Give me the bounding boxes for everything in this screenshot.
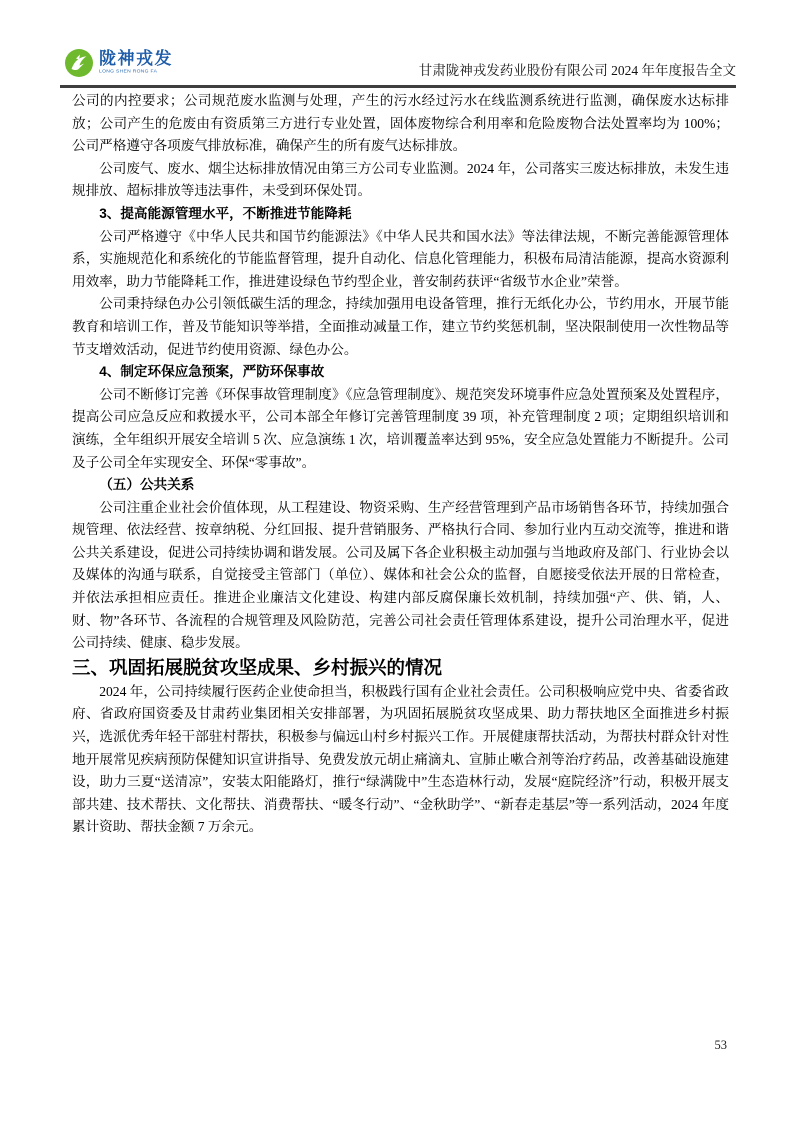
paragraph: 公司的内控要求；公司规范废水监测与处理，产生的污水经过污水在线监测系统进行监测，确保废水达标排放；公司产生的危废由有资质第三方进行专业处置，固体废物综合利用率和危险废物合法处置率均为 100%；公司严格遵守各项废气排放标准，确保产生的所有废气达标排放。 xyxy=(72,93,729,154)
sub-heading: 4、制定环保应急预案，严防环保事故 xyxy=(99,364,325,380)
section-heading: 三、巩固拓展脱贫攻坚成果、乡村振兴的情况 xyxy=(72,656,443,678)
company-logo xyxy=(64,48,193,78)
page-number: 53 xyxy=(714,1038,727,1052)
logo-name-en: LONG SHEN RONG FA xyxy=(99,68,158,74)
paragraph: 公司严格遵守《中华人民共和国节约能源法》《中华人民共和国水法》等法律法规，不断完善能源管理体系，实施规范化和系统化的节能监督管理，提升自动化、信息化管理能力，积极布局清洁能源，提高水资源利用效率，助力节能降耗工作，推进建设绿色节约型企业，普安制药获评“省级节水企业”荣誉。 xyxy=(72,228,729,289)
paragraph: 公司秉持绿色办公引领低碳生活的理念，持续加强用电设备管理，推行无纸化办公，节约用水，开展节能教育和培训工作，普及节能知识等举措，全面推动减量工作，建立节约奖惩机制，坚决限制使用一次性物品等节支增效活动，促进节约使用资源、绿色办公。 xyxy=(72,296,729,357)
logo-icon xyxy=(64,48,94,78)
paragraph: 公司不断修订完善《环保事故管理制度》《应急管理制度》、规范突发环境事件应急处置预案及处置程序，提高公司应急反应和救援水平，公司本部全年修订完善管理制度 39 项，补充管理制度 2 项；定期组织培训和演练，全年组织开展安全培训 5 次、应急演练 1 次，培训覆盖率达到 95%，安全应急处置能力不断提升。公司及子公司全年实现安全、环保“零事故”。 xyxy=(72,386,730,470)
page-header xyxy=(60,46,736,86)
report-title: 甘肃陇神戎发药业股份有限公司 2024 年年度报告全文 xyxy=(418,63,736,78)
logo-text xyxy=(99,49,193,77)
paragraph: 公司注重企业社会价值体现，从工程建设、物资采购、生产经营管理到产品市场销售各环节，持续加强合规管理、依法经营、按章纳税、分红回报、提升营销服务、严格执行合同、参加行业内互动交流等，推进和谐公共关系建设，促进公司持续协调和谐发展。公司及属下各企业积极主动加强与当地政府及部门、行业协会以及媒体的沟通与联系，自觉接受主管部门（单位）、媒体和社会公众的监督，自愿接受依法开展的日常检查，并依法承担相应责任。推进企业廉洁文化建设、构建内部反腐保廉长效机制，持续加强“产、供、销，人、财、物”各环节、各流程的合规管理及风险防范，完善公司社会责任管理体系建设，提升公司治理水平，促进公司持续、健康、稳步发展。 xyxy=(72,499,729,651)
paragraph: 2024 年，公司持续履行医药企业使命担当，积极践行国有企业社会责任。公司积极响应党中央、省委省政府、省政府国资委及甘肃药业集团相关安排部署，为巩固拓展脱贫攻坚成果、助力帮扶地区全面推进乡村振兴，选派优秀年轻干部驻村帮扶，积极参与偏远山村乡村振兴工作。开展健康帮扶活动，为帮扶村群众针对性地开展常见疾病预防保健知识宣讲指导、免费发放元胡止痛滴丸、宣肺止嗽合剂等治疗药品，改善基础设施建设，助力三夏“送清凉”，安装太阳能路灯，推行“绿满陇中”生态造林行动，发展“庭院经济”行动，积极开展支部共建、技术帮扶、文化帮扶、消费帮扶、“暖冬行动”、“金秋助学”、“新春走基层”等一系列活动，2024 年度累计资助、帮扶金额 7 万余元。 xyxy=(72,683,729,835)
document-content xyxy=(72,90,729,839)
sub-heading: 3、提高能源管理水平，不断推进节能降耗 xyxy=(99,205,352,221)
header-divider xyxy=(60,85,736,88)
paragraph: 公司废气、废水、烟尘达标排放情况由第三方公司专业监测。2024 年，公司落实三废达标排放，未发生违规排放、超标排放等违法事件，未受到环保处罚。 xyxy=(72,160,729,199)
sub-heading: （五）公共关系 xyxy=(99,477,195,493)
logo-name-cn: 陇神戎发 xyxy=(99,49,173,68)
